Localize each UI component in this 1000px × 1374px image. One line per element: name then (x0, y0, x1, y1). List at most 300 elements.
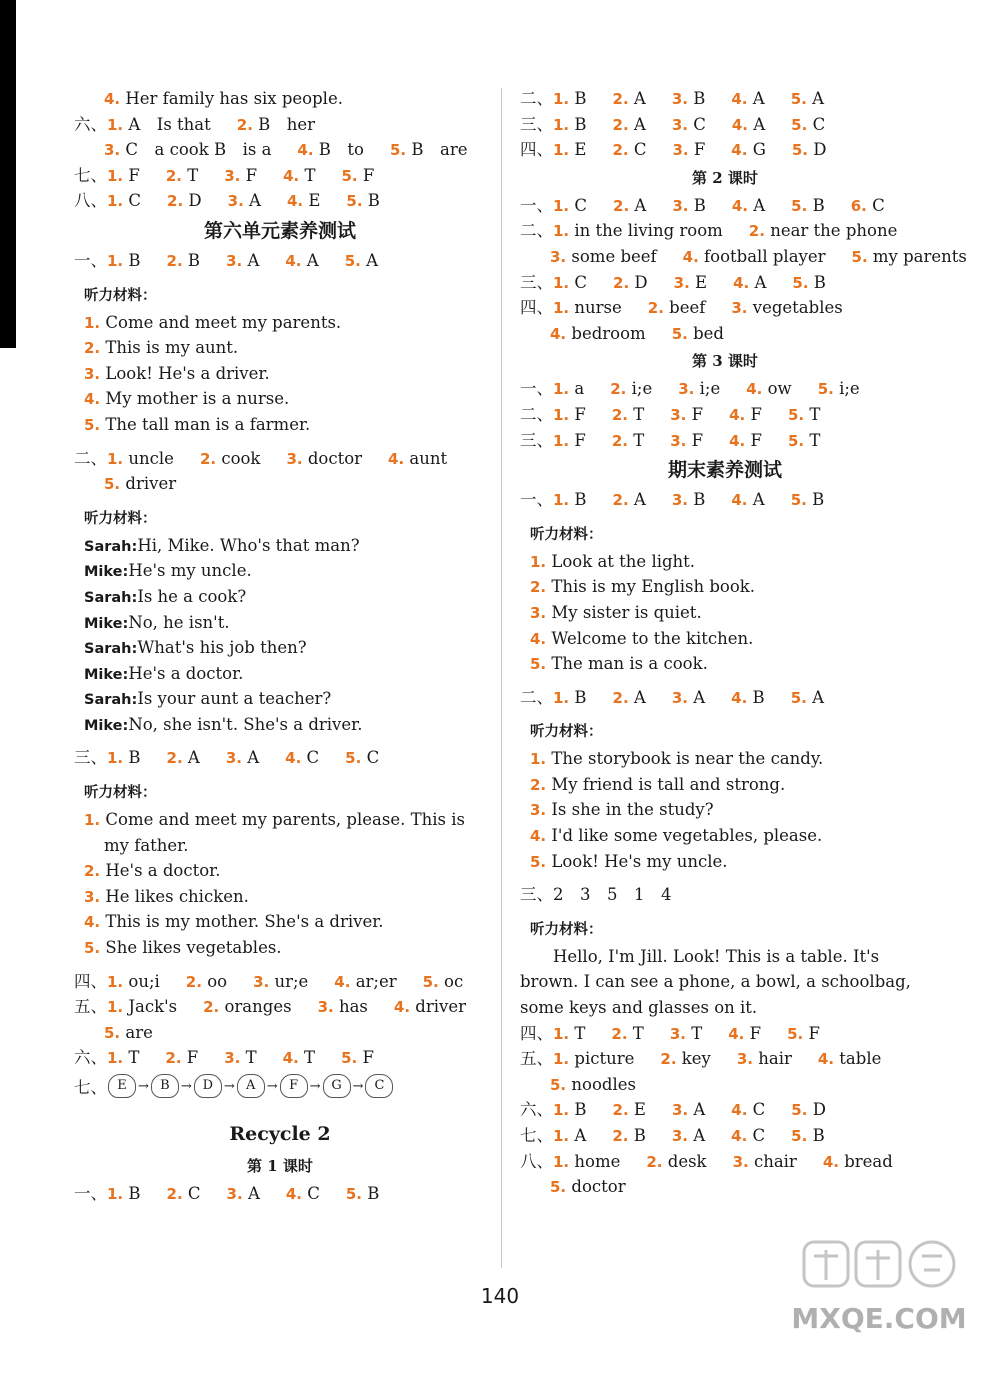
answer-item (791, 487, 831, 514)
answer-item (612, 1123, 652, 1150)
answer-line (74, 884, 486, 910)
item-number: 4. (530, 827, 547, 846)
answer-item (107, 248, 147, 275)
arrow-icon: → (352, 1078, 364, 1094)
answer-item (787, 1021, 826, 1048)
answer-item (287, 188, 326, 215)
item-answer: A (812, 687, 824, 707)
item-answer: doctor (571, 1177, 626, 1197)
item-answer: near the phone (770, 221, 898, 241)
item-number: 2. (167, 192, 184, 211)
item-number: 4. (731, 141, 748, 160)
item-number: 1. (530, 552, 547, 571)
item-answer: F (750, 404, 762, 424)
answer-line (74, 969, 486, 995)
answer-item (852, 244, 973, 271)
item-answer: A (633, 114, 646, 134)
item-answer: He's a doctor. (105, 861, 221, 881)
item-answer: oo (207, 971, 228, 991)
item-number: 3. (253, 972, 270, 991)
dialog-line (74, 610, 486, 636)
item-number: 5. (791, 141, 809, 160)
speaker-colon: : (122, 564, 129, 581)
item-number: 1. (553, 1050, 570, 1069)
answer-item (678, 376, 726, 403)
item-number: 3. (550, 247, 567, 266)
answer-item (731, 487, 770, 514)
item-answer: are (125, 1022, 153, 1042)
watermark-logo-icon (784, 1236, 974, 1346)
answer-item (672, 137, 711, 164)
answer-line (520, 549, 930, 575)
item-number: 1. (107, 115, 124, 134)
question-number: 八、 (520, 1151, 553, 1171)
speaker-colon: : (131, 589, 138, 606)
answer-line (520, 376, 930, 402)
item-number: 4. (731, 196, 748, 215)
spacer (74, 1109, 486, 1117)
item-answer: some beef (571, 246, 657, 266)
answer-line (520, 428, 930, 454)
answer-line (74, 1181, 486, 1207)
item-number: 1. (553, 196, 570, 215)
item-number: 4. (84, 913, 101, 932)
answer-item (792, 270, 832, 297)
answer-item (731, 295, 848, 322)
item-answer: This is my aunt. (105, 338, 239, 358)
listening-material-label: 听力材料： (530, 724, 603, 741)
item-number: 2. (84, 339, 101, 358)
question-number: 一、 (520, 490, 553, 510)
arrow-icon: → (309, 1078, 321, 1094)
question-number: 三、 (74, 748, 107, 768)
item-answer: ur;e (274, 971, 309, 991)
item-answer: D (188, 191, 202, 211)
answer-item (731, 137, 772, 164)
item-answer: A (693, 1126, 706, 1145)
item-number: 1. (107, 972, 124, 991)
item-number: 5. (341, 1049, 358, 1068)
item-number: 5. (345, 1185, 363, 1203)
answer-item (283, 1045, 321, 1072)
answer-item (613, 86, 652, 113)
answer-item (107, 446, 180, 473)
item-number: 4. (393, 998, 411, 1017)
answer-item (851, 193, 891, 220)
item-answer: E (308, 191, 321, 211)
answer-item (107, 163, 146, 190)
answer-item (227, 1181, 266, 1208)
item-number: 3. (530, 801, 547, 820)
dialog-text: No, he isn't. (128, 612, 230, 632)
answer-item (226, 745, 265, 772)
item-number: 4. (731, 688, 748, 707)
answer-item (553, 685, 593, 712)
question-number: 一、 (520, 195, 553, 215)
item-number: 5. (671, 324, 688, 343)
item-number: 2. (165, 166, 182, 185)
answer-line (74, 137, 486, 163)
answer-line (74, 163, 486, 189)
answer-item (550, 244, 663, 271)
answer-item (345, 745, 385, 772)
answer-item (670, 402, 709, 429)
item-number: 1. (530, 750, 547, 769)
item-answer: A (247, 1184, 260, 1203)
answer-line (520, 685, 930, 711)
item-answer: driver (415, 997, 466, 1017)
answer-item (731, 685, 771, 712)
item-number: 3. (670, 431, 687, 450)
answer-item (612, 402, 650, 429)
item-answer: B (574, 114, 587, 134)
item-number: 1. (553, 222, 570, 241)
item-number: 5. (791, 196, 808, 215)
item-number: 5. (787, 405, 805, 424)
answer-item (553, 1149, 626, 1176)
item-answer: D (812, 1100, 826, 1120)
item-number: 2. (612, 688, 629, 707)
item-answer: Come and meet my parents, please. This is (105, 810, 465, 830)
item-answer: She likes vegetables. (105, 938, 282, 958)
answer-item (646, 1149, 712, 1176)
item-number: 2. (612, 491, 629, 510)
item-number: 1. (107, 749, 124, 768)
answer-item (670, 428, 709, 455)
item-answer: B (812, 490, 825, 510)
answer-line (74, 1045, 486, 1071)
item-number: 4. (550, 324, 567, 343)
answer-item (729, 428, 768, 455)
item-answer: Look at the light. (551, 551, 696, 571)
answer-item (729, 402, 768, 429)
answer-line (74, 935, 486, 961)
answer-item (550, 1072, 642, 1099)
item-number: 2. (611, 431, 628, 450)
item-answer: A (574, 1126, 587, 1145)
item-number: 4. (282, 1049, 299, 1068)
item-answer: B (128, 250, 141, 270)
answer-item (423, 969, 470, 996)
item-answer: football player (704, 246, 826, 266)
item-number: 5. (790, 90, 807, 108)
column-divider (501, 88, 502, 1268)
answer-line (74, 86, 486, 112)
answer-item (390, 137, 474, 164)
item-answer: B (693, 490, 706, 510)
item-number: 5. (104, 475, 121, 494)
item-number: 2. (236, 115, 253, 134)
answer-item (107, 969, 166, 996)
answer-item (167, 248, 207, 275)
letter-bubble: A (237, 1074, 265, 1098)
item-number: 5. (791, 115, 808, 134)
watermark-text: MXQE.COM (791, 1302, 967, 1335)
answer-item (553, 487, 593, 514)
answer-item (200, 446, 267, 473)
item-number: 3. (671, 491, 688, 510)
answer-line (520, 244, 967, 270)
item-number: 2. (185, 972, 202, 991)
item-number: 1. (553, 405, 570, 424)
item-number: 5. (791, 1101, 808, 1120)
answer-line (74, 745, 486, 771)
item-number: 1. (553, 1152, 570, 1171)
answer-item (553, 295, 628, 322)
answer-item (104, 137, 277, 164)
item-number: 4. (334, 972, 351, 991)
item-answer: F (750, 430, 762, 450)
item-number: 3. (224, 166, 241, 185)
item-number: 4. (84, 390, 101, 409)
answer-item (672, 685, 711, 712)
item-number: 3. (670, 405, 687, 424)
answer-item (530, 849, 734, 876)
item-answer: C (872, 195, 885, 215)
answer-line (74, 1020, 486, 1046)
item-answer: G (752, 140, 766, 160)
item-number: 4. (729, 405, 746, 424)
letter-bubble: G (323, 1074, 351, 1098)
speaker-colon: : (122, 666, 129, 683)
item-answer: C (366, 748, 380, 768)
answer-item (553, 1123, 592, 1150)
item-number: 3. (736, 1050, 754, 1069)
item-answer: A (249, 191, 261, 211)
item-answer: desk (667, 1151, 707, 1171)
item-answer: E (633, 1100, 646, 1120)
item-number: 4. (283, 166, 300, 185)
answer-item (553, 1046, 640, 1073)
item-number: 1. (107, 449, 124, 468)
item-answer: picture (574, 1049, 635, 1069)
item-number: 1. (553, 115, 570, 134)
item-number: 1. (553, 491, 570, 510)
item-number: 2. (612, 1101, 629, 1120)
answer-item (167, 745, 206, 772)
answer-item (550, 321, 652, 348)
answer-item (318, 994, 374, 1021)
answer-item (530, 626, 759, 653)
item-answer: T (128, 1048, 140, 1068)
item-number: 2. (166, 1185, 183, 1203)
item-answer: B to (318, 140, 364, 160)
item-number: 4. (731, 491, 748, 510)
answer-item (530, 772, 791, 799)
answer-line (520, 574, 930, 600)
item-answer: ou;i (128, 971, 160, 991)
item-answer: F (574, 430, 586, 450)
answer-line (74, 833, 486, 859)
listening-material-label: 听力材料： (84, 287, 157, 304)
item-answer: aunt (409, 448, 448, 468)
item-answer: C a cook B is a (125, 140, 272, 160)
item-number: 3. (226, 251, 243, 270)
item-answer: D (813, 140, 827, 160)
answer-item (228, 188, 267, 215)
answer-item (530, 797, 720, 824)
item-number: 2. (611, 405, 628, 424)
answer-line (520, 112, 930, 138)
item-number: 2. (166, 251, 183, 270)
right-column (520, 86, 967, 1200)
item-answer: Look! He's a driver. (105, 363, 270, 383)
section-heading: 第六单元素养测试 (203, 219, 356, 242)
item-number: 5. (346, 192, 363, 211)
item-number: 1. (107, 192, 124, 211)
answer-item (553, 137, 592, 164)
answer-item (341, 1045, 380, 1072)
answer-item (672, 1123, 711, 1150)
answer-line (74, 994, 486, 1020)
item-number: 3. (669, 1024, 686, 1043)
item-answer: B (633, 1126, 646, 1145)
answer-item (388, 446, 453, 473)
item-answer: B (574, 89, 587, 108)
item-answer: C (633, 140, 647, 160)
item-answer: E (574, 140, 587, 160)
item-answer: C (306, 748, 320, 768)
spacer (74, 497, 486, 505)
letter-sequence-answer (74, 1071, 486, 1101)
item-answer: F (186, 1048, 199, 1068)
answer-item (104, 86, 349, 113)
answer-line (74, 335, 486, 361)
question-number: 二、 (520, 404, 553, 424)
question-number: 一、 (74, 1184, 107, 1203)
answer-item (283, 163, 321, 190)
item-number: 5. (84, 939, 101, 958)
question-number: 七、 (74, 165, 107, 185)
answer-item (104, 1020, 159, 1047)
item-answer: F (362, 1048, 374, 1068)
item-number: 5. (550, 1178, 567, 1197)
answer-item (167, 188, 208, 215)
answer-line (74, 188, 486, 214)
item-number: 4. (682, 247, 699, 266)
speaker-colon: : (131, 692, 138, 709)
item-number: 1. (553, 141, 570, 160)
answer-line (520, 1072, 930, 1098)
answer-item (818, 1046, 887, 1073)
answer-line (520, 1174, 930, 1200)
item-number: 3. (671, 688, 688, 707)
question-number: 二、 (74, 448, 107, 468)
letter-bubble: B (151, 1074, 179, 1098)
item-answer: B (752, 687, 765, 707)
answer-item (107, 188, 147, 215)
answer-item (746, 376, 797, 403)
item-number: 3. (731, 299, 748, 318)
answer-item (611, 1021, 649, 1048)
answer-item (791, 112, 831, 139)
answer-line (520, 823, 930, 849)
answer-item (186, 969, 233, 996)
arrow-icon: → (138, 1078, 149, 1094)
item-answer: ow (767, 379, 792, 399)
item-answer: T (304, 1048, 316, 1068)
item-number: 2. (203, 998, 220, 1017)
dialog-text: Is your aunt a teacher? (137, 689, 332, 709)
item-answer: B (187, 250, 201, 270)
answer-line (520, 137, 930, 163)
answer-item (84, 858, 227, 885)
answer-item (672, 86, 712, 113)
item-answer: The storybook is near the candy. (551, 749, 824, 769)
dialog-text: Hi, Mike. Who's that man? (137, 535, 360, 555)
item-answer: B (128, 748, 141, 768)
item-answer: oranges (224, 997, 292, 1017)
item-number: 3. (671, 1101, 689, 1120)
item-number: 5. (390, 141, 407, 160)
answer-item (613, 1097, 652, 1124)
item-answer: uncle (128, 448, 174, 468)
item-number: 5. (851, 247, 868, 266)
listening-paragraph: Hello, I'm Jill. Look! This is a table. It's brown. I can see a phone, a bowl, a schoolbag, some keys and glasses on it. (520, 946, 911, 1018)
answer-item (107, 1181, 147, 1208)
question-number: 三、 (520, 272, 553, 292)
item-answer: A (633, 687, 646, 707)
item-answer: B (128, 1184, 141, 1203)
speaker-name: Sarah (84, 538, 132, 555)
answer-item (612, 428, 650, 455)
item-number: 3. (84, 887, 101, 906)
question-number: 三、 (520, 430, 553, 450)
answer-item (613, 487, 652, 514)
item-number: 5. (530, 655, 547, 674)
item-answer: A (753, 114, 766, 134)
item-answer: B (574, 1100, 587, 1120)
item-number: 1. (553, 273, 570, 292)
item-number: 1. (553, 1101, 570, 1120)
letter-bubble: E (108, 1074, 136, 1098)
item-number: 1. (553, 431, 570, 450)
item-answer: B (812, 195, 825, 215)
dialog-text: Is he a cook? (137, 586, 247, 606)
listening-material-label: 听力材料： (530, 921, 603, 938)
answer-item (613, 270, 654, 297)
answer-line (520, 193, 930, 219)
answer-item (732, 112, 771, 139)
dialog-line (74, 712, 486, 738)
speaker-colon: : (131, 538, 138, 555)
answer-line (74, 361, 486, 387)
spacer (74, 961, 486, 969)
answer-item (728, 1021, 767, 1048)
answer-item (733, 270, 772, 297)
item-answer: My sister is quiet. (551, 602, 702, 622)
answer-line (74, 386, 486, 412)
answer-item (84, 935, 288, 962)
answer-line (520, 218, 930, 244)
section-heading: Recycle 2 (229, 1123, 331, 1145)
answer-item (791, 1123, 831, 1150)
item-answer: A (634, 195, 647, 215)
item-answer: A (752, 89, 765, 108)
answer-item (788, 402, 826, 429)
item-answer: B (367, 1184, 380, 1203)
spacer (520, 677, 930, 685)
item-number: 3. (732, 1152, 749, 1171)
item-answer: Her family has six people. (125, 89, 343, 108)
question-number: 六、 (74, 1048, 107, 1068)
answer-item (672, 1097, 711, 1124)
item-number: 4. (822, 1152, 839, 1171)
item-answer: C (128, 191, 142, 211)
answer-item (553, 218, 729, 245)
speaker-name: Sarah (84, 641, 132, 658)
answer-item (237, 112, 321, 139)
